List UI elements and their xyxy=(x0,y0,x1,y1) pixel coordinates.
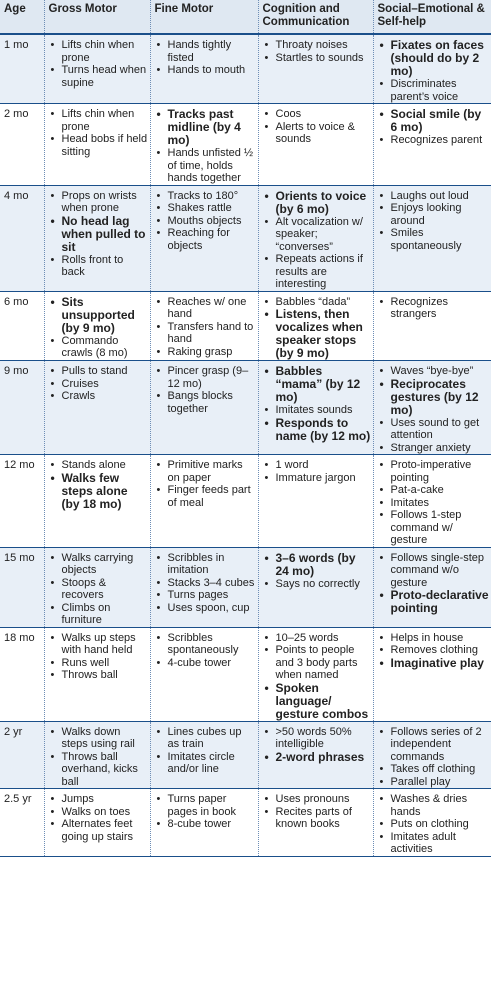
key-milestone-item: • Reciprocates gestures (by 12 mo) xyxy=(391,378,490,417)
milestone-item: • Babbles “dada” xyxy=(276,296,371,309)
milestone-item: • Hands tightly fisted xyxy=(168,39,256,64)
milestone-item: • Tracks to 180° xyxy=(168,190,256,203)
milestone-item: • Props on wrists when prone xyxy=(62,190,148,215)
gross-motor-cell xyxy=(44,361,150,455)
milestone-list xyxy=(49,365,148,403)
milestone-item: • Imitates circle and/or line xyxy=(168,751,256,776)
milestone-item: • Repeats actions if results are interesting xyxy=(276,253,371,291)
milestone-list xyxy=(378,296,490,321)
milestone-item: • Mouths objects xyxy=(168,215,256,228)
milestone-list xyxy=(263,296,371,361)
milestone-item: • Pincer grasp (9–12 mo) xyxy=(168,365,256,390)
milestone-item: • Points to people and 3 body parts when named xyxy=(276,644,371,682)
table-row xyxy=(0,361,491,455)
header-cognition-communication: Cognition and Communication xyxy=(258,0,373,34)
milestone-item: • Walks up steps with hand held xyxy=(62,632,148,657)
milestone-list xyxy=(155,632,256,670)
milestone-list xyxy=(263,365,371,443)
age-cell: 18 mo xyxy=(0,627,44,721)
gross-motor-cell xyxy=(44,291,150,361)
milestone-item: • Turns head when supine xyxy=(62,64,148,89)
milestone-list xyxy=(263,632,371,721)
age-cell: 12 mo xyxy=(0,455,44,548)
header-fine-motor: Fine Motor xyxy=(150,0,258,34)
header-social-emotional: Social–Emotional & Self-help xyxy=(373,0,491,34)
table-body xyxy=(0,34,491,856)
cognition-communication-cell xyxy=(258,34,373,104)
milestone-item: • Scribbles in imitation xyxy=(168,552,256,577)
milestone-list xyxy=(49,39,148,89)
milestone-item: • Primitive marks on paper xyxy=(168,459,256,484)
gross-motor-cell xyxy=(44,185,150,291)
key-milestone-item: • Proto-declarative pointing xyxy=(391,589,490,615)
age-cell: 2.5 yr xyxy=(0,789,44,857)
fine-motor-cell xyxy=(150,789,258,857)
fine-motor-cell xyxy=(150,34,258,104)
fine-motor-cell xyxy=(150,547,258,627)
milestone-item: • Pulls to stand xyxy=(62,365,148,378)
milestone-item: • Runs well xyxy=(62,657,148,670)
milestone-item: • Hands unfisted ½ of time, holds hands together xyxy=(168,147,256,185)
cognition-communication-cell xyxy=(258,721,373,789)
milestone-item: • 1 word xyxy=(276,459,371,472)
milestone-list xyxy=(155,108,256,185)
milestone-list xyxy=(49,459,148,511)
age-cell: 2 yr xyxy=(0,721,44,789)
milestone-list xyxy=(263,793,371,831)
table-row xyxy=(0,185,491,291)
cognition-communication-cell xyxy=(258,291,373,361)
milestone-item: • Turns pages xyxy=(168,589,256,602)
gross-motor-cell xyxy=(44,627,150,721)
milestone-item: • Transfers hand to hand xyxy=(168,321,256,346)
social-emotional-cell xyxy=(373,104,491,186)
milestone-list xyxy=(155,726,256,776)
milestone-item: • Throws ball xyxy=(62,669,148,682)
fine-motor-cell xyxy=(150,455,258,548)
milestone-item: • Raking grasp xyxy=(168,346,256,359)
milestone-list xyxy=(155,190,256,253)
milestone-item: • Turns paper pages in book xyxy=(168,793,256,818)
milestone-item: • 10–25 words xyxy=(276,632,371,645)
key-milestone-item: • Listens, then vocalizes when speaker stops (by 9 mo) xyxy=(276,308,371,360)
milestone-item: • Jumps xyxy=(62,793,148,806)
milestone-list xyxy=(155,39,256,77)
key-milestone-item: • Babbles “mama” (by 12 mo) xyxy=(276,365,371,404)
gross-motor-cell xyxy=(44,34,150,104)
milestone-list xyxy=(155,793,256,831)
milestone-item: • Throws ball overhand, kicks ball xyxy=(62,751,148,789)
social-emotional-cell xyxy=(373,547,491,627)
milestone-item: • Follows 1-step command w/ gesture xyxy=(391,509,490,547)
key-milestone-item: • Imaginative play xyxy=(391,657,490,670)
social-emotional-cell xyxy=(373,361,491,455)
key-milestone-item: • Social smile (by 6 mo) xyxy=(391,108,490,134)
milestone-list xyxy=(378,632,490,670)
social-emotional-cell xyxy=(373,789,491,857)
milestone-list xyxy=(49,726,148,789)
header-age: Age xyxy=(0,0,44,34)
milestone-item: • Uses spoon, cup xyxy=(168,602,256,615)
milestone-item: • Climbs on furniture xyxy=(62,602,148,627)
key-milestone-item: • No head lag when pulled to sit xyxy=(62,215,148,254)
milestone-item: • Takes off clothing xyxy=(391,763,490,776)
milestone-item: • Removes clothing xyxy=(391,644,490,657)
gross-motor-cell xyxy=(44,547,150,627)
milestone-item: • Recognizes parent xyxy=(391,134,490,147)
milestone-item: • Startles to sounds xyxy=(276,52,371,65)
milestone-item: • Reaches w/ one hand xyxy=(168,296,256,321)
milestone-item: • Follows series of 2 independent commands xyxy=(391,726,490,764)
milestone-item: • Stands alone xyxy=(62,459,148,472)
milestone-list xyxy=(378,365,490,454)
milestone-list xyxy=(263,552,371,591)
fine-motor-cell xyxy=(150,104,258,186)
key-milestone-item: • Responds to name (by 12 mo) xyxy=(276,417,371,443)
milestone-item: • Crawls xyxy=(62,390,148,403)
milestone-item: • Uses sound to get attention xyxy=(391,417,490,442)
milestone-item: • Says no correctly xyxy=(276,578,371,591)
social-emotional-cell xyxy=(373,291,491,361)
milestone-item: • Proto-imperative pointing xyxy=(391,459,490,484)
milestone-item: • Imitates adult activities xyxy=(391,831,490,856)
milestone-item: • Throaty noises xyxy=(276,39,371,52)
milestone-item: • Scribbles spontaneously xyxy=(168,632,256,657)
milestone-list xyxy=(378,793,490,856)
social-emotional-cell xyxy=(373,627,491,721)
age-cell: 1 mo xyxy=(0,34,44,104)
cognition-communication-cell xyxy=(258,185,373,291)
cognition-communication-cell xyxy=(258,455,373,548)
milestone-list xyxy=(155,296,256,359)
milestone-list xyxy=(49,296,148,360)
milestone-item: • Walks carrying objects xyxy=(62,552,148,577)
milestone-item: • Pat-a-cake xyxy=(391,484,490,497)
key-milestone-item: • Walks few steps alone (by 18 mo) xyxy=(62,472,148,511)
fine-motor-cell xyxy=(150,721,258,789)
milestone-item: • Discriminates parent’s voice xyxy=(391,78,490,103)
milestone-item: • Stacks 3–4 cubes xyxy=(168,577,256,590)
social-emotional-cell xyxy=(373,185,491,291)
milestone-item: • Alt vocalization w/ speaker; “converses” xyxy=(276,216,371,254)
table-row xyxy=(0,721,491,789)
milestone-item: • Imitates xyxy=(391,497,490,510)
cognition-communication-cell xyxy=(258,789,373,857)
milestone-item: • Follows single-step command w/o gesture xyxy=(391,552,490,590)
milestone-list xyxy=(49,793,148,843)
milestone-list xyxy=(378,459,490,547)
age-cell: 6 mo xyxy=(0,291,44,361)
table-row xyxy=(0,34,491,104)
age-cell: 15 mo xyxy=(0,547,44,627)
milestone-item: • Parallel play xyxy=(391,776,490,789)
table-header xyxy=(0,0,491,34)
milestone-list xyxy=(378,190,490,253)
table-row xyxy=(0,627,491,721)
gross-motor-cell xyxy=(44,721,150,789)
milestone-item: • Laughs out loud xyxy=(391,190,490,203)
milestone-item: • Head bobs if held sitting xyxy=(62,133,148,158)
cognition-communication-cell xyxy=(258,104,373,186)
table-row xyxy=(0,789,491,857)
key-milestone-item: • Spoken language/ gesture combos xyxy=(276,682,371,721)
milestone-list xyxy=(378,108,490,147)
social-emotional-cell xyxy=(373,455,491,548)
milestone-item: • Lifts chin when prone xyxy=(62,39,148,64)
milestone-item: • Commando crawls (8 mo) xyxy=(62,335,148,360)
milestone-item: • Cruises xyxy=(62,378,148,391)
milestone-item: • Recognizes strangers xyxy=(391,296,490,321)
milestone-item: • Stranger anxiety xyxy=(391,442,490,455)
milestone-list xyxy=(378,726,490,789)
milestone-item: • Hands to mouth xyxy=(168,64,256,77)
fine-motor-cell xyxy=(150,361,258,455)
milestone-item: • Washes & dries hands xyxy=(391,793,490,818)
milestone-item: • Enjoys looking around xyxy=(391,202,490,227)
header-row xyxy=(0,0,491,34)
gross-motor-cell xyxy=(44,789,150,857)
milestone-list xyxy=(49,190,148,279)
milestone-item: • Reaching for objects xyxy=(168,227,256,252)
gross-motor-cell xyxy=(44,455,150,548)
milestone-item: • >50 words 50% intelligible xyxy=(276,726,371,751)
gross-motor-cell xyxy=(44,104,150,186)
milestone-list xyxy=(263,108,371,146)
cognition-communication-cell xyxy=(258,547,373,627)
milestone-item: • Shakes rattle xyxy=(168,202,256,215)
age-cell: 4 mo xyxy=(0,185,44,291)
key-milestone-item: • Tracks past midline (by 4 mo) xyxy=(168,108,256,147)
milestone-item: • 8-cube tower xyxy=(168,818,256,831)
milestone-list xyxy=(155,365,256,415)
milestone-list xyxy=(263,459,371,484)
key-milestone-item: • Sits unsupported (by 9 mo) xyxy=(62,296,148,335)
milestone-item: • Lines cubes up as train xyxy=(168,726,256,751)
table-row xyxy=(0,547,491,627)
milestone-item: • 4-cube tower xyxy=(168,657,256,670)
age-cell: 9 mo xyxy=(0,361,44,455)
milestone-list xyxy=(49,552,148,627)
key-milestone-item: • Orients to voice (by 6 mo) xyxy=(276,190,371,216)
key-milestone-item: • 2-word phrases xyxy=(276,751,371,764)
table-row xyxy=(0,104,491,186)
milestone-item: • Smiles spontaneously xyxy=(391,227,490,252)
milestone-item: • Lifts chin when prone xyxy=(62,108,148,133)
milestone-item: • Immature jargon xyxy=(276,472,371,485)
milestone-item: • Rolls front to back xyxy=(62,254,148,279)
milestone-list xyxy=(49,632,148,682)
milestone-list xyxy=(263,190,371,291)
milestone-item: • Puts on clothing xyxy=(391,818,490,831)
milestone-list xyxy=(263,39,371,64)
milestone-item: • Waves “bye-bye” xyxy=(391,365,490,378)
milestone-item: • Uses pronouns xyxy=(276,793,371,806)
milestone-item: • Alerts to voice & sounds xyxy=(276,121,371,146)
social-emotional-cell xyxy=(373,34,491,104)
milestone-item: • Recites parts of known books xyxy=(276,806,371,831)
cognition-communication-cell xyxy=(258,627,373,721)
table-row xyxy=(0,455,491,548)
milestone-list xyxy=(378,552,490,616)
cognition-communication-cell xyxy=(258,361,373,455)
milestone-item: • Imitates sounds xyxy=(276,404,371,417)
table-row xyxy=(0,291,491,361)
milestone-list xyxy=(263,726,371,764)
header-gross-motor: Gross Motor xyxy=(44,0,150,34)
milestone-item: • Walks down steps using rail xyxy=(62,726,148,751)
fine-motor-cell xyxy=(150,185,258,291)
key-milestone-item: • 3–6 words (by 24 mo) xyxy=(276,552,371,578)
milestone-list xyxy=(155,552,256,615)
milestone-item: • Alternates feet going up stairs xyxy=(62,818,148,843)
milestone-list xyxy=(378,39,490,103)
milestone-item: • Finger feeds part of meal xyxy=(168,484,256,509)
milestone-item: • Bangs blocks together xyxy=(168,390,256,415)
milestone-list xyxy=(49,108,148,158)
milestone-item: • Coos xyxy=(276,108,371,121)
fine-motor-cell xyxy=(150,291,258,361)
age-cell: 2 mo xyxy=(0,104,44,186)
milestone-item: • Walks on toes xyxy=(62,806,148,819)
key-milestone-item: • Fixates on faces (should do by 2 mo) xyxy=(391,39,490,78)
milestone-item: • Stoops & recovers xyxy=(62,577,148,602)
milestone-list xyxy=(155,459,256,509)
social-emotional-cell xyxy=(373,721,491,789)
fine-motor-cell xyxy=(150,627,258,721)
milestone-item: • Helps in house xyxy=(391,632,490,645)
